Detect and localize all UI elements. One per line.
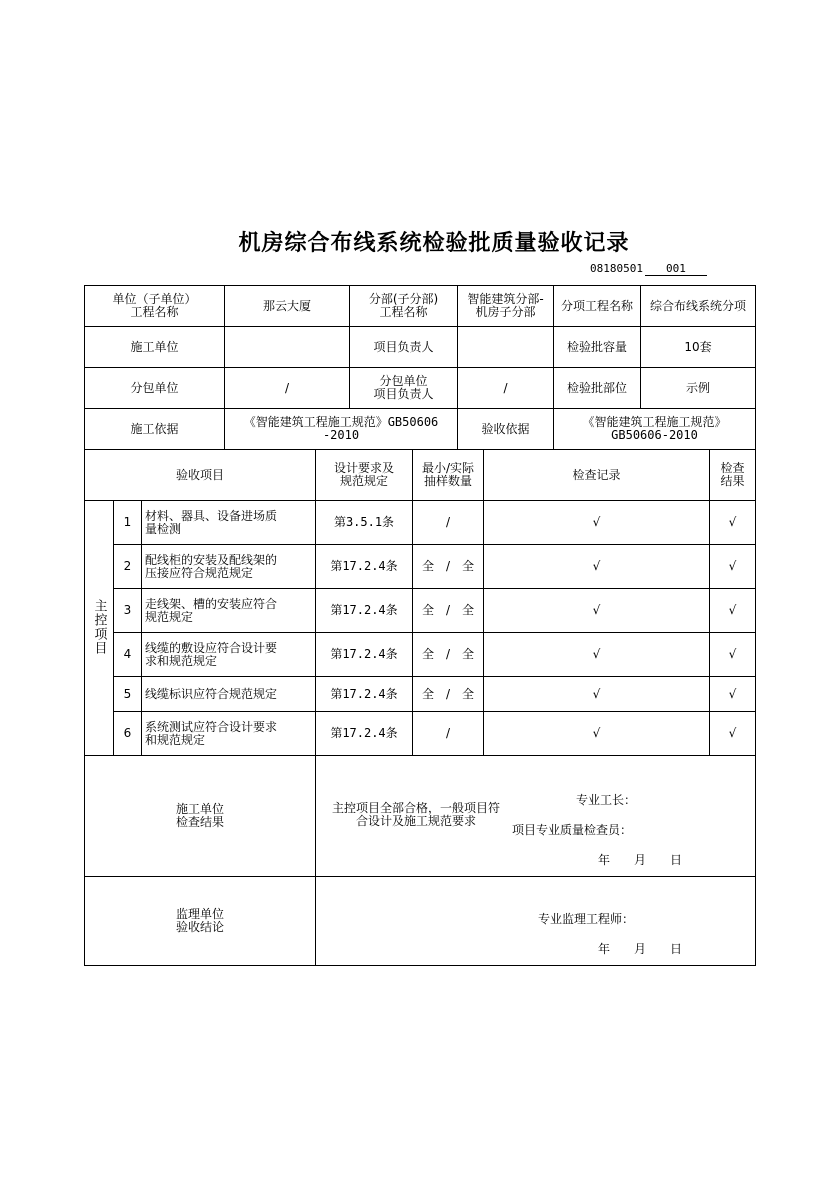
item-record: √ (484, 545, 710, 589)
item-no: 6 (114, 712, 142, 756)
sub-lead-label: 分包单位 项目负责人 (350, 368, 458, 409)
item-requirement: 第17.2.4条 (316, 633, 413, 677)
basis-value: 《智能建筑工程施工规范》GB50606 -2010 (225, 409, 458, 450)
item-name: 线缆标识应符合规范规定 (142, 677, 316, 712)
items-table (84, 449, 756, 966)
construction-date: 年 月 日 (598, 853, 683, 867)
item-record: √ (484, 501, 710, 545)
supervision-label: 监理单位 验收结论 (85, 877, 316, 966)
division-label: 分部(子分部) 工程名称 (350, 286, 458, 327)
constructor-label: 施工单位 (85, 327, 225, 368)
item-record: √ (484, 589, 710, 633)
item-result: √ (710, 633, 756, 677)
item-name: 配线柜的安装及配线架的 压接应符合规范规定 (142, 545, 316, 589)
items-header-row (85, 450, 756, 501)
batch-location-label: 检验批部位 (554, 368, 641, 409)
sub-lead-value: / (458, 368, 554, 409)
item-sampling: 全 / 全 (413, 545, 484, 589)
table-row (85, 677, 756, 712)
supervision-content (316, 877, 756, 966)
item-sampling: 全 / 全 (413, 633, 484, 677)
item-name: 系统测试应符合设计要求 和规范规定 (142, 712, 316, 756)
item-result: √ (710, 712, 756, 756)
batch-capacity-value: 10套 (641, 327, 756, 368)
item-record: √ (484, 712, 710, 756)
item-record: √ (484, 677, 710, 712)
supervision-date: 年 月 日 (598, 942, 683, 956)
page-title: 机房综合布线系统检验批质量验收记录 (238, 231, 630, 256)
project-lead-label: 项目负责人 (350, 327, 458, 368)
constructor-value (225, 327, 350, 368)
col-record: 检查记录 (484, 450, 710, 501)
item-sampling: 全 / 全 (413, 589, 484, 633)
item-name: 走线架、槽的安装应符合 规范规定 (142, 589, 316, 633)
supervising-engineer-label: 专业监理工程师： (538, 912, 635, 926)
construction-check-content (316, 756, 756, 877)
subitem-label: 分项工程名称 (554, 286, 641, 327)
item-result: √ (710, 677, 756, 712)
item-no: 1 (114, 501, 142, 545)
item-requirement: 第3.5.1条 (316, 501, 413, 545)
item-result: √ (710, 545, 756, 589)
construction-conclusion: 主控项目全部合格，一般项目符 合设计及施工规范要求 (331, 801, 500, 828)
table-row (85, 633, 756, 677)
header-table (84, 285, 756, 450)
table-row (85, 501, 756, 545)
col-sampling: 最小/实际 抽样数量 (413, 450, 484, 501)
col-result: 检查 结果 (710, 450, 756, 501)
construction-check-row (85, 756, 756, 877)
item-requirement: 第17.2.4条 (316, 545, 413, 589)
batch-capacity-label: 检验批容量 (554, 327, 641, 368)
item-requirement: 第17.2.4条 (316, 589, 413, 633)
item-result: √ (710, 589, 756, 633)
construction-check-label: 施工单位 检查结果 (85, 756, 316, 877)
item-sampling: / (413, 501, 484, 545)
item-result: √ (710, 501, 756, 545)
subcontractor-value: / (225, 368, 350, 409)
project-lead-value (458, 327, 554, 368)
item-name: 材料、器具、设备进场质 量检测 (142, 501, 316, 545)
basis-label: 施工依据 (85, 409, 225, 450)
supervision-row (85, 877, 756, 966)
item-no: 2 (114, 545, 142, 589)
col-item: 验收项目 (85, 450, 316, 501)
item-sampling: 全 / 全 (413, 677, 484, 712)
inspector-label: 项目专业质量检查员： (512, 823, 633, 837)
batch-location-value: 示例 (641, 368, 756, 409)
acceptance-basis-value: 《智能建筑工程施工规范》 GB50606-2010 (554, 409, 756, 450)
division-value: 智能建筑分部- 机房子分部 (458, 286, 554, 327)
item-requirement: 第17.2.4条 (316, 712, 413, 756)
item-record: √ (484, 633, 710, 677)
code-prefix: 08180501 (590, 262, 643, 275)
main-group-label: 主控项目 (85, 501, 114, 756)
item-no: 3 (114, 589, 142, 633)
unit-label: 单位（子单位） 工程名称 (85, 286, 225, 327)
item-sampling: / (413, 712, 484, 756)
item-requirement: 第17.2.4条 (316, 677, 413, 712)
item-no: 5 (114, 677, 142, 712)
document-code (590, 262, 707, 276)
foreman-label: 专业工长： (576, 793, 637, 807)
item-no: 4 (114, 633, 142, 677)
code-number: 001 (645, 262, 707, 276)
unit-value: 那云大厦 (225, 286, 350, 327)
acceptance-basis-label: 验收依据 (458, 409, 554, 450)
table-row (85, 589, 756, 633)
item-name: 线缆的敷设应符合设计要 求和规范规定 (142, 633, 316, 677)
table-row (85, 545, 756, 589)
subcontractor-label: 分包单位 (85, 368, 225, 409)
col-design: 设计要求及 规范规定 (316, 450, 413, 501)
subitem-value: 综合布线系统分项 (641, 286, 756, 327)
table-row (85, 712, 756, 756)
